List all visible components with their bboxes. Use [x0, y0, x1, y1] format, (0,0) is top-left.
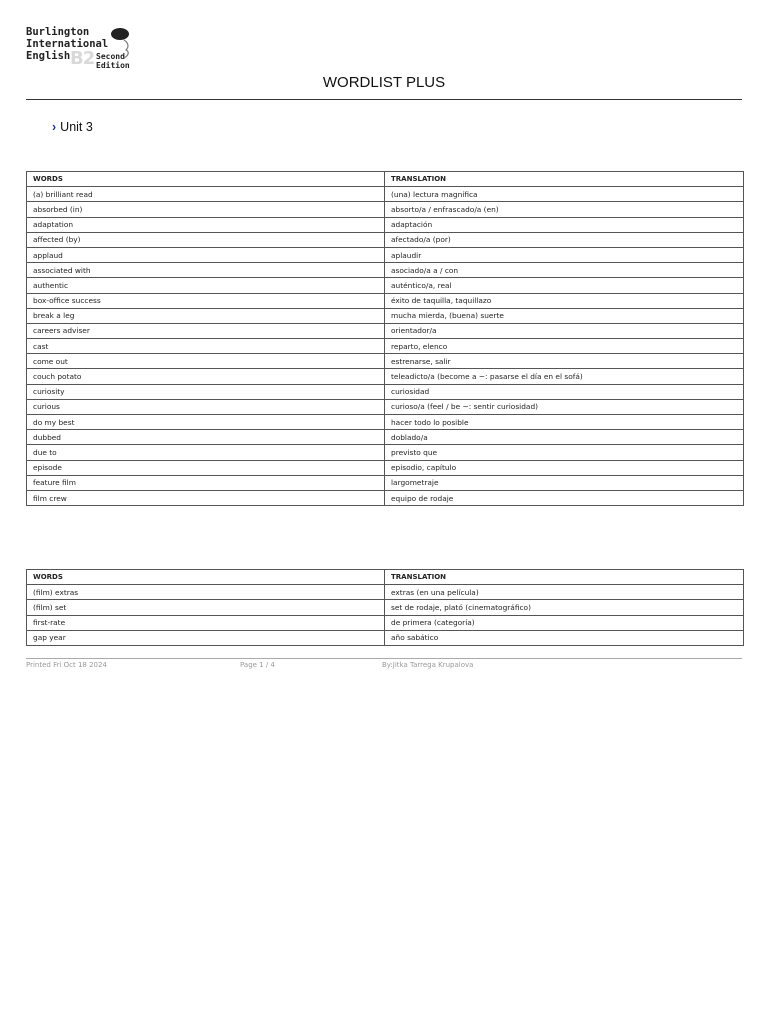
word-cell: applaud: [27, 247, 385, 262]
table-row: [27, 354, 744, 369]
column-header-translation: TRANSLATION: [385, 570, 744, 585]
title-divider: [26, 99, 742, 100]
logo-wordmark: Burlington International English: [26, 26, 109, 62]
footer-author: By:Jitka Tarrega Krupalova: [382, 661, 474, 669]
word-cell: curiosity: [27, 384, 385, 399]
translation-cell: (una) lectura magnífica: [385, 187, 744, 202]
chevron-right-icon: ›: [52, 120, 57, 134]
unit-heading: [52, 120, 93, 134]
translation-cell: absorto/a / enfrascado/a (en): [385, 202, 744, 217]
translation-cell: asociado/a a / con: [385, 263, 744, 278]
translation-cell: estrenarse, salir: [385, 354, 744, 369]
column-header-translation: TRANSLATION: [385, 172, 744, 187]
word-cell: gap year: [27, 630, 385, 645]
unit-label: Unit 3: [60, 120, 93, 134]
table-row: [27, 585, 744, 600]
word-cell: dubbed: [27, 430, 385, 445]
footer-divider: [26, 658, 742, 659]
table-row: [27, 460, 744, 475]
footer-page-number: Page 1 / 4: [240, 661, 275, 669]
translation-cell: curiosidad: [385, 384, 744, 399]
table-row: [27, 217, 744, 232]
table-row: [27, 415, 744, 430]
translation-cell: aplaudir: [385, 247, 744, 262]
word-cell: episode: [27, 460, 385, 475]
table-row: [27, 187, 744, 202]
table-row: [27, 232, 744, 247]
wordlist-table-2: [26, 569, 744, 646]
table-row: [27, 445, 744, 460]
translation-cell: largometraje: [385, 475, 744, 490]
translation-cell: doblado/a: [385, 430, 744, 445]
translation-cell: hacer todo lo posible: [385, 415, 744, 430]
word-cell: feature film: [27, 475, 385, 490]
word-cell: careers adviser: [27, 323, 385, 338]
table-header-row: [27, 172, 744, 187]
translation-cell: mucha mierda, (buena) suerte: [385, 308, 744, 323]
word-cell: box-office success: [27, 293, 385, 308]
translation-cell: orientador/a: [385, 323, 744, 338]
word-cell: adaptation: [27, 217, 385, 232]
table-row: [27, 600, 744, 615]
word-cell: do my best: [27, 415, 385, 430]
page-title: WORDLIST PLUS: [322, 74, 446, 91]
table-row: [27, 630, 744, 645]
column-header-words: WORDS: [27, 172, 385, 187]
translation-cell: episodio, capítulo: [385, 460, 744, 475]
word-cell: associated with: [27, 263, 385, 278]
table-row: [27, 475, 744, 490]
table-row: [27, 369, 744, 384]
table-row: [27, 384, 744, 399]
column-header-words: WORDS: [27, 570, 385, 585]
translation-cell: adaptación: [385, 217, 744, 232]
word-cell: (film) set: [27, 600, 385, 615]
translation-cell: equipo de rodaje: [385, 490, 744, 505]
translation-cell: extras (en una película): [385, 585, 744, 600]
word-cell: (film) extras: [27, 585, 385, 600]
table-row: [27, 615, 744, 630]
word-cell: curious: [27, 399, 385, 414]
word-cell: break a leg: [27, 308, 385, 323]
translation-cell: set de rodaje, plató (cinematográfico): [385, 600, 744, 615]
burlington-logo: [26, 26, 146, 70]
table-row: [27, 339, 744, 354]
footer-printed-date: Printed Fri Oct 18 2024: [26, 661, 107, 669]
word-cell: first-rate: [27, 615, 385, 630]
translation-cell: auténtico/a, real: [385, 278, 744, 293]
theatre-mask-icon: [106, 26, 136, 66]
table-row: [27, 278, 744, 293]
table-row: [27, 430, 744, 445]
translation-cell: curioso/a (feel / be ~: sentir curiosidad): [385, 399, 744, 414]
table-row: [27, 399, 744, 414]
table-row: [27, 308, 744, 323]
translation-cell: éxito de taquilla, taquillazo: [385, 293, 744, 308]
table-row: [27, 490, 744, 505]
word-cell: (a) brilliant read: [27, 187, 385, 202]
translation-cell: reparto, elenco: [385, 339, 744, 354]
word-cell: come out: [27, 354, 385, 369]
table-row: [27, 323, 744, 338]
translation-cell: previsto que: [385, 445, 744, 460]
translation-cell: afectado/a (por): [385, 232, 744, 247]
translation-cell: de primera (categoría): [385, 615, 744, 630]
word-cell: absorbed (in): [27, 202, 385, 217]
logo-edition: Second Edition: [96, 52, 130, 70]
wordlist-table-1: [26, 171, 744, 506]
word-cell: affected (by): [27, 232, 385, 247]
table-row: [27, 263, 744, 278]
word-cell: authentic: [27, 278, 385, 293]
word-cell: couch potato: [27, 369, 385, 384]
translation-cell: teleadicto/a (become a ~: pasarse el día en el sofá): [385, 369, 744, 384]
table-row: [27, 247, 744, 262]
table-row: [27, 202, 744, 217]
table-header-row: [27, 570, 744, 585]
word-cell: cast: [27, 339, 385, 354]
word-cell: film crew: [27, 490, 385, 505]
table-row: [27, 293, 744, 308]
word-cell: due to: [27, 445, 385, 460]
logo-level: B2: [70, 48, 95, 69]
translation-cell: año sabático: [385, 630, 744, 645]
